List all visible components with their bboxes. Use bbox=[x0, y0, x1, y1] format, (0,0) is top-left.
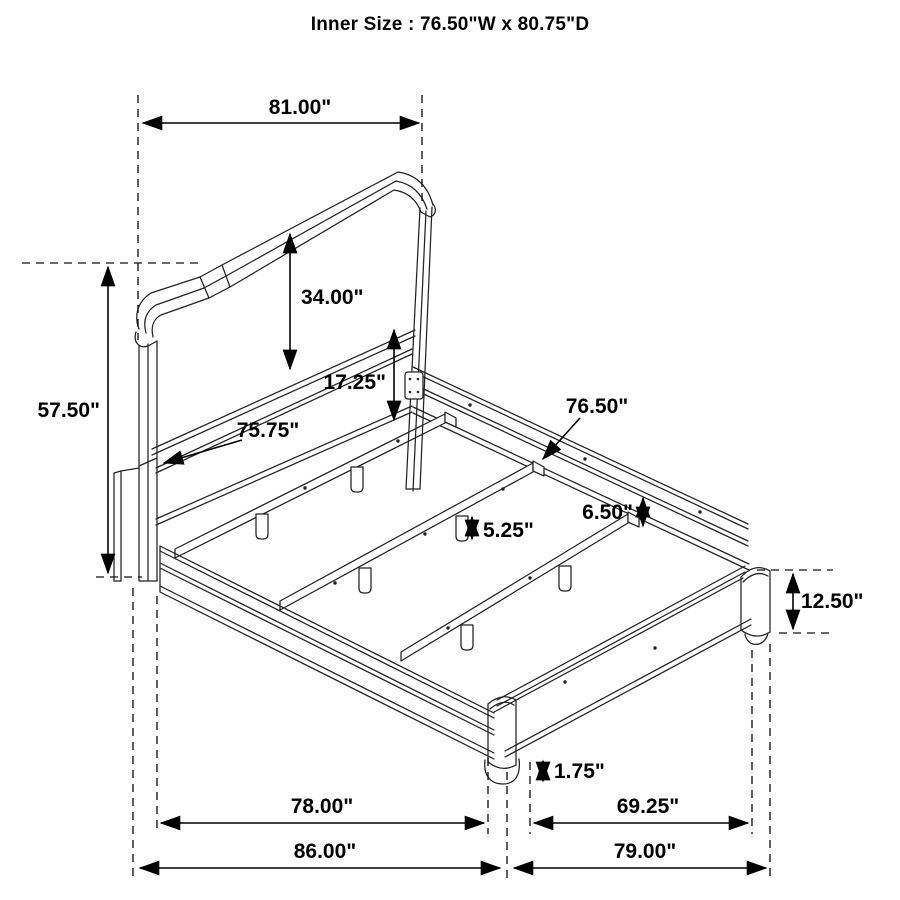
bolt-dot bbox=[583, 457, 586, 460]
support-leg bbox=[461, 625, 473, 650]
left-post-bottom-cap bbox=[488, 762, 516, 768]
rail-line bbox=[160, 568, 494, 735]
headboard bbox=[114, 172, 435, 581]
corner-facet-line bbox=[200, 277, 209, 298]
dim-support-leg-height bbox=[472, 517, 534, 542]
bolt-dot bbox=[698, 510, 701, 513]
dim-headboard-lower-height bbox=[323, 330, 394, 420]
dim-overall-depth bbox=[140, 840, 500, 868]
corner-facet-line bbox=[222, 265, 230, 287]
support-leg bbox=[359, 568, 371, 593]
bed-drawing bbox=[114, 172, 770, 784]
rail-bracket-plate bbox=[405, 372, 423, 399]
dimension-label: 6.50" bbox=[582, 501, 633, 524]
rail-moulding-line bbox=[160, 586, 494, 753]
rail-line bbox=[160, 563, 494, 730]
screw-dot bbox=[563, 680, 566, 683]
support-rail-end-cap bbox=[445, 412, 456, 427]
dimension-label: 79.00" bbox=[613, 840, 677, 863]
headboard-top-mid-edge bbox=[145, 181, 427, 333]
right-post-edge bbox=[413, 211, 426, 491]
footboard-top-edge bbox=[497, 572, 745, 706]
dimension-label: 34.00" bbox=[301, 286, 364, 309]
dimension-label: 57.50" bbox=[37, 399, 100, 422]
screw-dot bbox=[423, 532, 426, 535]
footboard bbox=[485, 566, 770, 784]
bolt-dot bbox=[468, 403, 471, 406]
support-rail-end-cap bbox=[533, 461, 544, 476]
screw-dot bbox=[446, 626, 449, 629]
screw-dot bbox=[501, 487, 504, 490]
dimension-label: 86.00" bbox=[293, 840, 357, 863]
slat-support-rails bbox=[175, 412, 639, 661]
leader-line bbox=[543, 418, 580, 459]
dimension-label: 76.50" bbox=[565, 395, 629, 418]
dimension-label: 75.75" bbox=[236, 419, 300, 442]
footboard-inner-top-edge bbox=[494, 578, 743, 712]
screw-dot bbox=[653, 646, 656, 649]
right-post-edge bbox=[420, 207, 432, 489]
dimension-label: 78.00" bbox=[290, 795, 354, 818]
dim-overall-width bbox=[514, 840, 766, 868]
support-leg bbox=[456, 516, 468, 541]
bracket-hole bbox=[417, 378, 420, 381]
dim-footboard-height bbox=[757, 570, 864, 633]
footboard-bottom-edge bbox=[505, 619, 751, 751]
support-leg bbox=[351, 467, 363, 492]
right-post-top-cap bbox=[741, 568, 770, 577]
dimension-label: 81.00" bbox=[268, 96, 332, 119]
dimension-label: 69.25" bbox=[616, 795, 680, 818]
dim-support-rail-length bbox=[543, 395, 628, 459]
screw-dot bbox=[396, 439, 399, 442]
right-post-edge bbox=[406, 208, 420, 489]
bracket-hole bbox=[409, 378, 412, 381]
screw-dot bbox=[333, 581, 336, 584]
dimension-label: 17.25" bbox=[323, 371, 386, 394]
footboard-top-edge bbox=[497, 566, 745, 700]
footboard-bottom-edge bbox=[505, 625, 751, 757]
dim-headboard-width bbox=[138, 95, 422, 340]
dim-foot-height bbox=[543, 760, 605, 783]
right-corner-cap bbox=[421, 204, 435, 217]
dimension-label: 1.75" bbox=[554, 760, 605, 783]
front-leg-top bbox=[114, 468, 139, 473]
leader-line bbox=[164, 440, 242, 463]
screw-dot bbox=[528, 576, 531, 579]
dim-headboard-height bbox=[22, 263, 198, 577]
page-title: Inner Size : 76.50"W x 80.75"D bbox=[310, 14, 590, 35]
dim-side-rail-inner-length bbox=[161, 795, 484, 823]
support-leg bbox=[559, 566, 571, 591]
screw-dot bbox=[303, 486, 306, 489]
headboard-top-outer-edge bbox=[137, 172, 433, 329]
dimension-label: 5.25" bbox=[483, 519, 534, 542]
bracket-hole bbox=[417, 391, 420, 394]
bracket-hole bbox=[409, 391, 412, 394]
dim-panel-height bbox=[290, 234, 364, 369]
rail-moulding-line bbox=[160, 592, 494, 759]
right-post-top-cap bbox=[743, 574, 768, 582]
support-leg bbox=[256, 514, 268, 539]
dimension-label: 12.50" bbox=[801, 590, 864, 613]
dim-footboard-inner-width bbox=[534, 795, 748, 823]
